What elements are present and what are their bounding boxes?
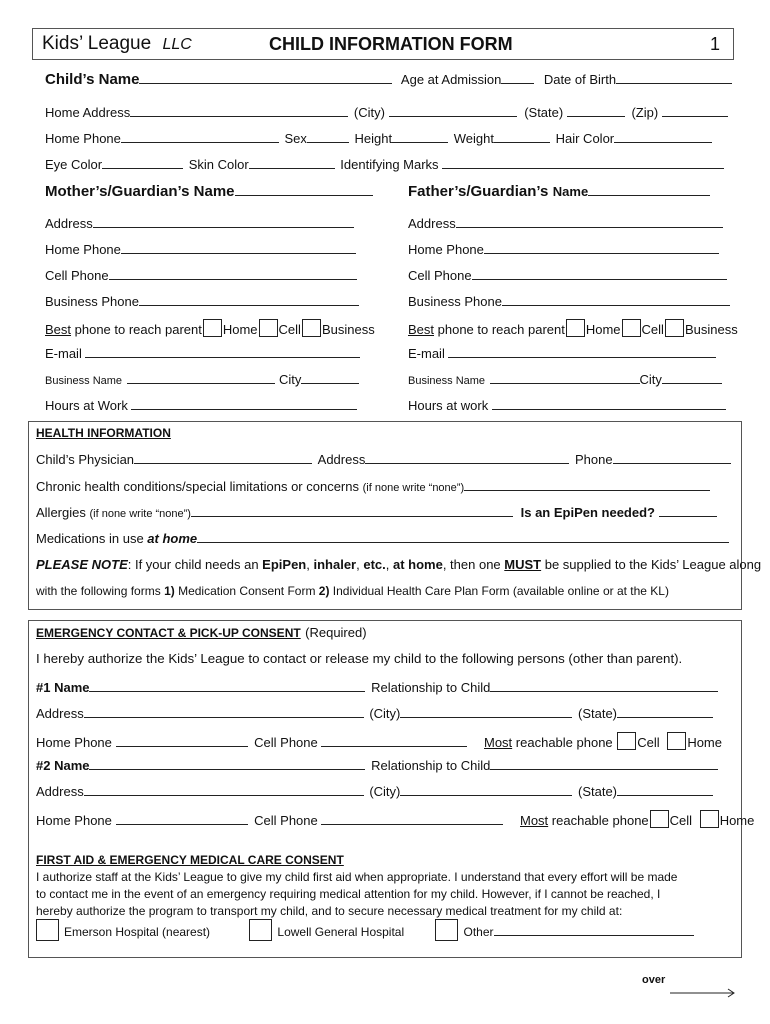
- contact2-phone-row: Home Phone Cell Phone Most reachable phone Cell Home: [36, 810, 754, 828]
- mother-home-checkbox[interactable]: [203, 319, 222, 337]
- emerson-checkbox[interactable]: [36, 919, 59, 941]
- state-field[interactable]: [567, 104, 625, 117]
- mother-business-phone-row: Business Phone: [45, 293, 359, 309]
- dob-field[interactable]: [616, 71, 732, 84]
- father-best-phone-row: Best phone to reach parent Home Cell Business: [408, 319, 738, 337]
- physician-phone-field[interactable]: [613, 451, 731, 464]
- father-heading: Father’s/Guardian’s Name: [408, 183, 710, 201]
- father-cell-phone-row: Cell Phone: [408, 267, 727, 283]
- age-label: Age at Admission: [400, 72, 502, 87]
- contact2-name-field[interactable]: [89, 757, 365, 770]
- mother-city-field[interactable]: [301, 371, 359, 384]
- father-home-checkbox[interactable]: [566, 319, 585, 337]
- mother-best-phone-row: Best phone to reach parent Home Cell Business: [45, 319, 375, 337]
- contact2-cell-phone-field[interactable]: [321, 812, 503, 825]
- mother-address-field[interactable]: [93, 215, 354, 228]
- lowell-checkbox[interactable]: [249, 919, 272, 941]
- child-home-phone-field[interactable]: [121, 130, 279, 143]
- father-business-name-field[interactable]: [490, 371, 640, 384]
- first-aid-line2: to contact me in the event of an emergency requiring medical attention for my child. However, if I cannot be reached, I: [36, 887, 661, 901]
- contact1-name-field[interactable]: [89, 679, 365, 692]
- contact1-relationship-field[interactable]: [490, 679, 718, 692]
- required-label: (Required): [305, 625, 367, 640]
- eye-field[interactable]: [102, 156, 183, 169]
- contact1-phone-row: Home Phone Cell Phone Most reachable phone Cell Home: [36, 732, 722, 750]
- skin-field[interactable]: [249, 156, 335, 169]
- page-number: 1: [710, 34, 721, 54]
- llc-label: LLC: [162, 36, 192, 53]
- mother-business-checkbox[interactable]: [302, 319, 321, 337]
- mother-email-field[interactable]: [85, 345, 360, 358]
- mother-business-phone-field[interactable]: [139, 293, 359, 306]
- contact1-state-field[interactable]: [617, 705, 713, 718]
- phone-physical-row: Home Phone Sex Height Weight Hair Color: [45, 130, 712, 146]
- father-home-phone-field[interactable]: [484, 241, 719, 254]
- father-business-name-row: Business Name City: [408, 371, 722, 389]
- physician-row: Child’s Physician Address Phone: [36, 451, 731, 467]
- contact2-address-row: Address (City) (State): [36, 783, 713, 799]
- father-hours-field[interactable]: [492, 397, 726, 410]
- emergency-heading: EMERGENCY CONTACT & PICK-UP CONSENT: [36, 626, 301, 640]
- father-address-row: Address: [408, 215, 723, 231]
- please-note-line2: with the following forms 1) Medication Consent Form 2) Individual Health Care Plan Form (available online or at the KL): [36, 584, 669, 598]
- other-checkbox[interactable]: [435, 919, 458, 941]
- contact1-home-checkbox[interactable]: [667, 732, 686, 750]
- hospital-options-row: Emerson Hospital (nearest) Lowell General Hospital Other: [36, 919, 694, 941]
- father-business-phone-row: Business Phone: [408, 293, 730, 309]
- contact1-home-phone-field[interactable]: [116, 734, 248, 747]
- home-address-row: Home Address (City) (State) (Zip): [45, 104, 728, 120]
- contact2-home-phone-field[interactable]: [116, 812, 248, 825]
- contact1-cell-checkbox[interactable]: [617, 732, 636, 750]
- please-note-line1: PLEASE NOTE: If your child needs an EpiPen, inhaler, etc., at home, then one MUST be supplied to the Kids’ League along: [36, 557, 762, 572]
- mother-address-row: Address: [45, 215, 354, 231]
- chronic-field[interactable]: [464, 478, 710, 491]
- form-title: CHILD INFORMATION FORM: [269, 34, 513, 54]
- arrow-right-icon: [668, 986, 738, 1000]
- marks-field[interactable]: [442, 156, 724, 169]
- home-address-field[interactable]: [130, 104, 348, 117]
- medications-field[interactable]: [197, 530, 729, 543]
- contact1-city-field[interactable]: [400, 705, 572, 718]
- contact2-city-field[interactable]: [400, 783, 572, 796]
- first-aid-line3: hereby authorize the program to transport my child, and to secure necessary medical treatment for my child at:: [36, 904, 623, 918]
- contact1-cell-phone-field[interactable]: [321, 734, 467, 747]
- father-cell-checkbox[interactable]: [622, 319, 641, 337]
- mother-cell-phone-row: Cell Phone: [45, 267, 357, 283]
- contact2-address-field[interactable]: [84, 783, 364, 796]
- father-address-field[interactable]: [456, 215, 723, 228]
- contact2-home-checkbox[interactable]: [700, 810, 719, 828]
- allergies-row: Allergies (if none write “none”) Is an EpiPen needed?: [36, 504, 717, 520]
- sex-field[interactable]: [307, 130, 349, 143]
- mother-hours-row: Hours at Work: [45, 397, 357, 413]
- authorize-text: I hereby authorize the Kids’ League to contact or release my child to the following persons (other than parent).: [36, 651, 683, 666]
- father-city-field[interactable]: [662, 371, 722, 384]
- weight-field[interactable]: [494, 130, 550, 143]
- mother-name-field[interactable]: [235, 183, 373, 196]
- mother-home-phone-field[interactable]: [121, 241, 356, 254]
- health-heading: HEALTH INFORMATION: [36, 426, 171, 440]
- mother-email-row: E-mail: [45, 345, 360, 361]
- first-aid-heading: FIRST AID & EMERGENCY MEDICAL CARE CONSENT: [36, 853, 344, 867]
- contact2-state-field[interactable]: [617, 783, 713, 796]
- mother-heading: Mother’s/Guardian’s Name: [45, 183, 373, 200]
- contact2-relationship-field[interactable]: [490, 757, 718, 770]
- mother-hours-field[interactable]: [131, 397, 357, 410]
- mother-business-name-field[interactable]: [127, 371, 275, 384]
- allergies-field[interactable]: [191, 504, 513, 517]
- contact1-name-row: #1 Name Relationship to Child: [36, 679, 718, 695]
- height-field[interactable]: [392, 130, 448, 143]
- mother-home-phone-row: Home Phone: [45, 241, 356, 257]
- physician-address-field[interactable]: [365, 451, 569, 464]
- child-name-label: Child’s Name: [45, 71, 140, 88]
- mother-business-name-row: Business Name City: [45, 371, 359, 389]
- mother-cell-checkbox[interactable]: [259, 319, 278, 337]
- contact2-name-row: #2 Name Relationship to Child: [36, 757, 718, 773]
- father-cell-phone-field[interactable]: [472, 267, 727, 280]
- father-email-field[interactable]: [448, 345, 716, 358]
- city-field[interactable]: [389, 104, 517, 117]
- contact2-cell-checkbox[interactable]: [650, 810, 669, 828]
- first-aid-line1: I authorize staff at the Kids’ League to give my child first aid when appropriate. I understand that every effort will be made: [36, 870, 678, 884]
- child-name-field[interactable]: [139, 71, 392, 84]
- father-business-checkbox[interactable]: [665, 319, 684, 337]
- father-home-phone-row: Home Phone: [408, 241, 719, 257]
- appearance-row: Eye Color Skin Color Identifying Marks: [45, 156, 724, 172]
- hair-field[interactable]: [614, 130, 712, 143]
- emergency-heading-row: [36, 624, 367, 642]
- child-name-row: [45, 71, 732, 89]
- epipen-field[interactable]: [659, 504, 717, 517]
- chronic-row: Chronic health conditions/special limitations or concerns (if none write “none”): [36, 478, 710, 494]
- mother-cell-phone-field[interactable]: [109, 267, 357, 280]
- father-business-phone-field[interactable]: [502, 293, 730, 306]
- father-name-field[interactable]: [588, 183, 710, 196]
- age-field[interactable]: [501, 71, 534, 84]
- dob-label: Date of Birth: [543, 72, 617, 87]
- contact1-address-field[interactable]: [84, 705, 364, 718]
- contact1-address-row: Address (City) (State): [36, 705, 713, 721]
- zip-field[interactable]: [662, 104, 728, 117]
- physician-field[interactable]: [134, 451, 312, 464]
- medications-row: Medications in use at home: [36, 530, 729, 546]
- father-email-row: E-mail: [408, 345, 716, 361]
- other-hospital-field[interactable]: [494, 923, 694, 936]
- father-hours-row: Hours at work: [408, 397, 726, 413]
- org-name: Kids’ League LLC: [42, 33, 192, 54]
- over-label: over: [642, 974, 666, 986]
